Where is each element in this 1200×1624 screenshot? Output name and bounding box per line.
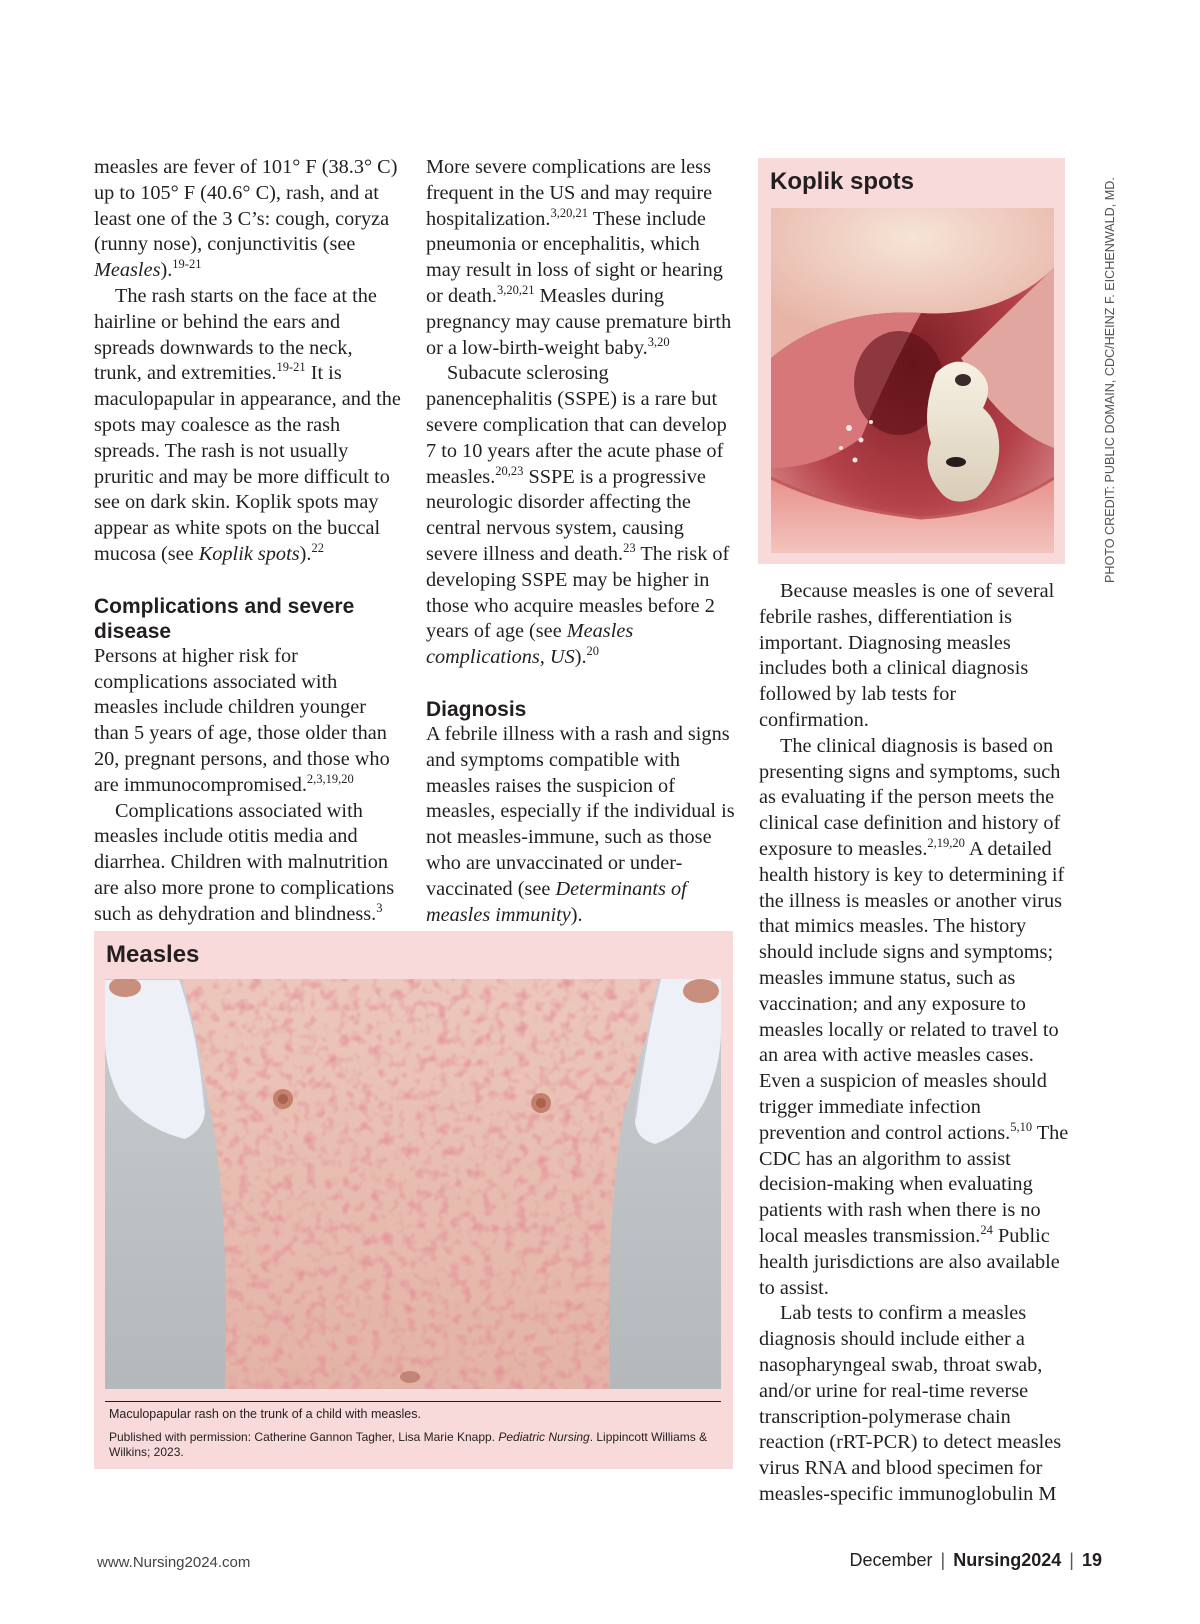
page-number: 19	[1081, 1550, 1102, 1570]
footer-journal: Nursing2024	[953, 1550, 1062, 1570]
footer-month: December	[849, 1550, 933, 1570]
permission-note: Published with permission: Catherine Gannon Tagher, Lisa Marie Knapp. Pediatric Nursing. Lippincott Williams & Wilkins; 2023.	[109, 1430, 708, 1459]
paragraph: Lab tests to confirm a measles diagnosis should include either a nasopharyngeal swab, throat swab, and/or urine for real-time reverse transcription-polymerase chain reaction (rRT-PCR) to detect measles virus RNA and blood specimen for measles-specific immunoglobulin M	[759, 1302, 1062, 1505]
section-heading: Diagnosis	[426, 697, 527, 721]
caption-rule	[105, 1401, 721, 1402]
paragraph: A febrile illness with a rash and signs and symptoms compatible with measles raises the suspicion of measles, especially if the individual is not measles-immune, such as those who are unvaccinated or under-vaccinated (see Determinants of measles immunity).	[426, 722, 735, 926]
footer-website: www.Nursing2024.com	[97, 1554, 251, 1571]
box-title: Koplik spots	[770, 168, 915, 195]
paragraph: Because measles is one of several febrile rashes, differentiation is important. Diagnosing measles includes both a clinical diagnosis followed by lab tests for confirmation.	[759, 580, 1055, 731]
paragraph: The rash starts on the face at the hairline or behind the ears and spreads downwards to the neck, trunk, and extremities.$^{19-21}$ It is maculopapular in appearance, and the spots may coalesce as the rash spreads. The rash is not usually pruritic and may be more difficult to see on dark skin. Koplik spots may appear as white spots on the buccal mucosa (see Koplik spots).$^{22}$	[94, 284, 401, 565]
koplik-spots-box	[758, 158, 1065, 564]
column-2	[426, 155, 738, 928]
footer-folio: December | Nursing2024 | 19	[849, 1550, 1102, 1570]
paragraph: More severe complications are less frequent in the US and may require hospitalization.$^{3,20,21}$ These include pneumonia or encephalitis, which may result in loss of sight or hearing or death.$^{3,20,21}$ Measles during pregnancy may cause premature birth or a low-birth-weight baby.$^{3,20}$	[426, 156, 732, 359]
column-3	[759, 579, 1071, 1508]
paragraph: Complications associated with measles include otitis media and diarrhea. Children with malnutrition are also more prone to complications such as dehydration and blindness.$^3$	[94, 799, 395, 925]
section-heading: Complications and severe disease	[94, 594, 355, 643]
column-1	[94, 155, 405, 928]
measles-rash-photo	[105, 979, 721, 1389]
figure-caption: Maculopapular rash on the trunk of a child with measles.	[109, 1407, 421, 1421]
photo-credit: PHOTO CREDIT: PUBLIC DOMAIN, CDC/HEINZ F. EICHENWALD, MD.	[1103, 177, 1117, 583]
paragraph: Subacute sclerosing panencephalitis (SSPE) is a rare but severe complication that can develop 7 to 10 years after the acute phase of measles.$^{20,23}$ SSPE is a progressive neurologic disorder affecting the central nervous system, causing severe illness and death.$^{23}$ The risk of developing SSPE may be higher in those who acquire measles before 2 years of age (see Measles complications, US).$^{20}$	[426, 362, 730, 669]
box-title: Measles	[106, 941, 200, 968]
paragraph: measles are fever of 101° F (38.3° C) up to 105° F (40.6° C), rash, and at least one of the 3 C’s: cough, coryza (runny nose), conjunctivitis (see Measles).$^{19-21}$	[94, 156, 398, 282]
paragraph: Persons at higher risk for complications associated with measles include children younger than 5 years of age, those older than 20, pregnant persons, and those who are immunocompromised.$^{2,3,19,20}$	[94, 644, 390, 796]
koplik-spots-photo	[771, 208, 1054, 553]
paragraph: The clinical diagnosis is based on presenting signs and symptoms, such as evaluating if the person meets the clinical case definition and history of exposure to measles.$^{2,19,20}$ A detailed health history is key to determining if the illness is measles or another virus that mimics measles. The history should include signs and symptoms; measles immune status, such as vaccination; and any exposure to measles locally or related to travel to an area with active measles cases. Even a suspicion of measles should trigger immediate infection prevention and control actions.$^{5,10}$ The CDC has an algorithm to assist decision-making when evaluating patients with rash when there is no local measles transmission.$^{24}$ Public health jurisdictions are also available to assist.	[759, 734, 1069, 1299]
measles-box	[94, 931, 733, 1469]
